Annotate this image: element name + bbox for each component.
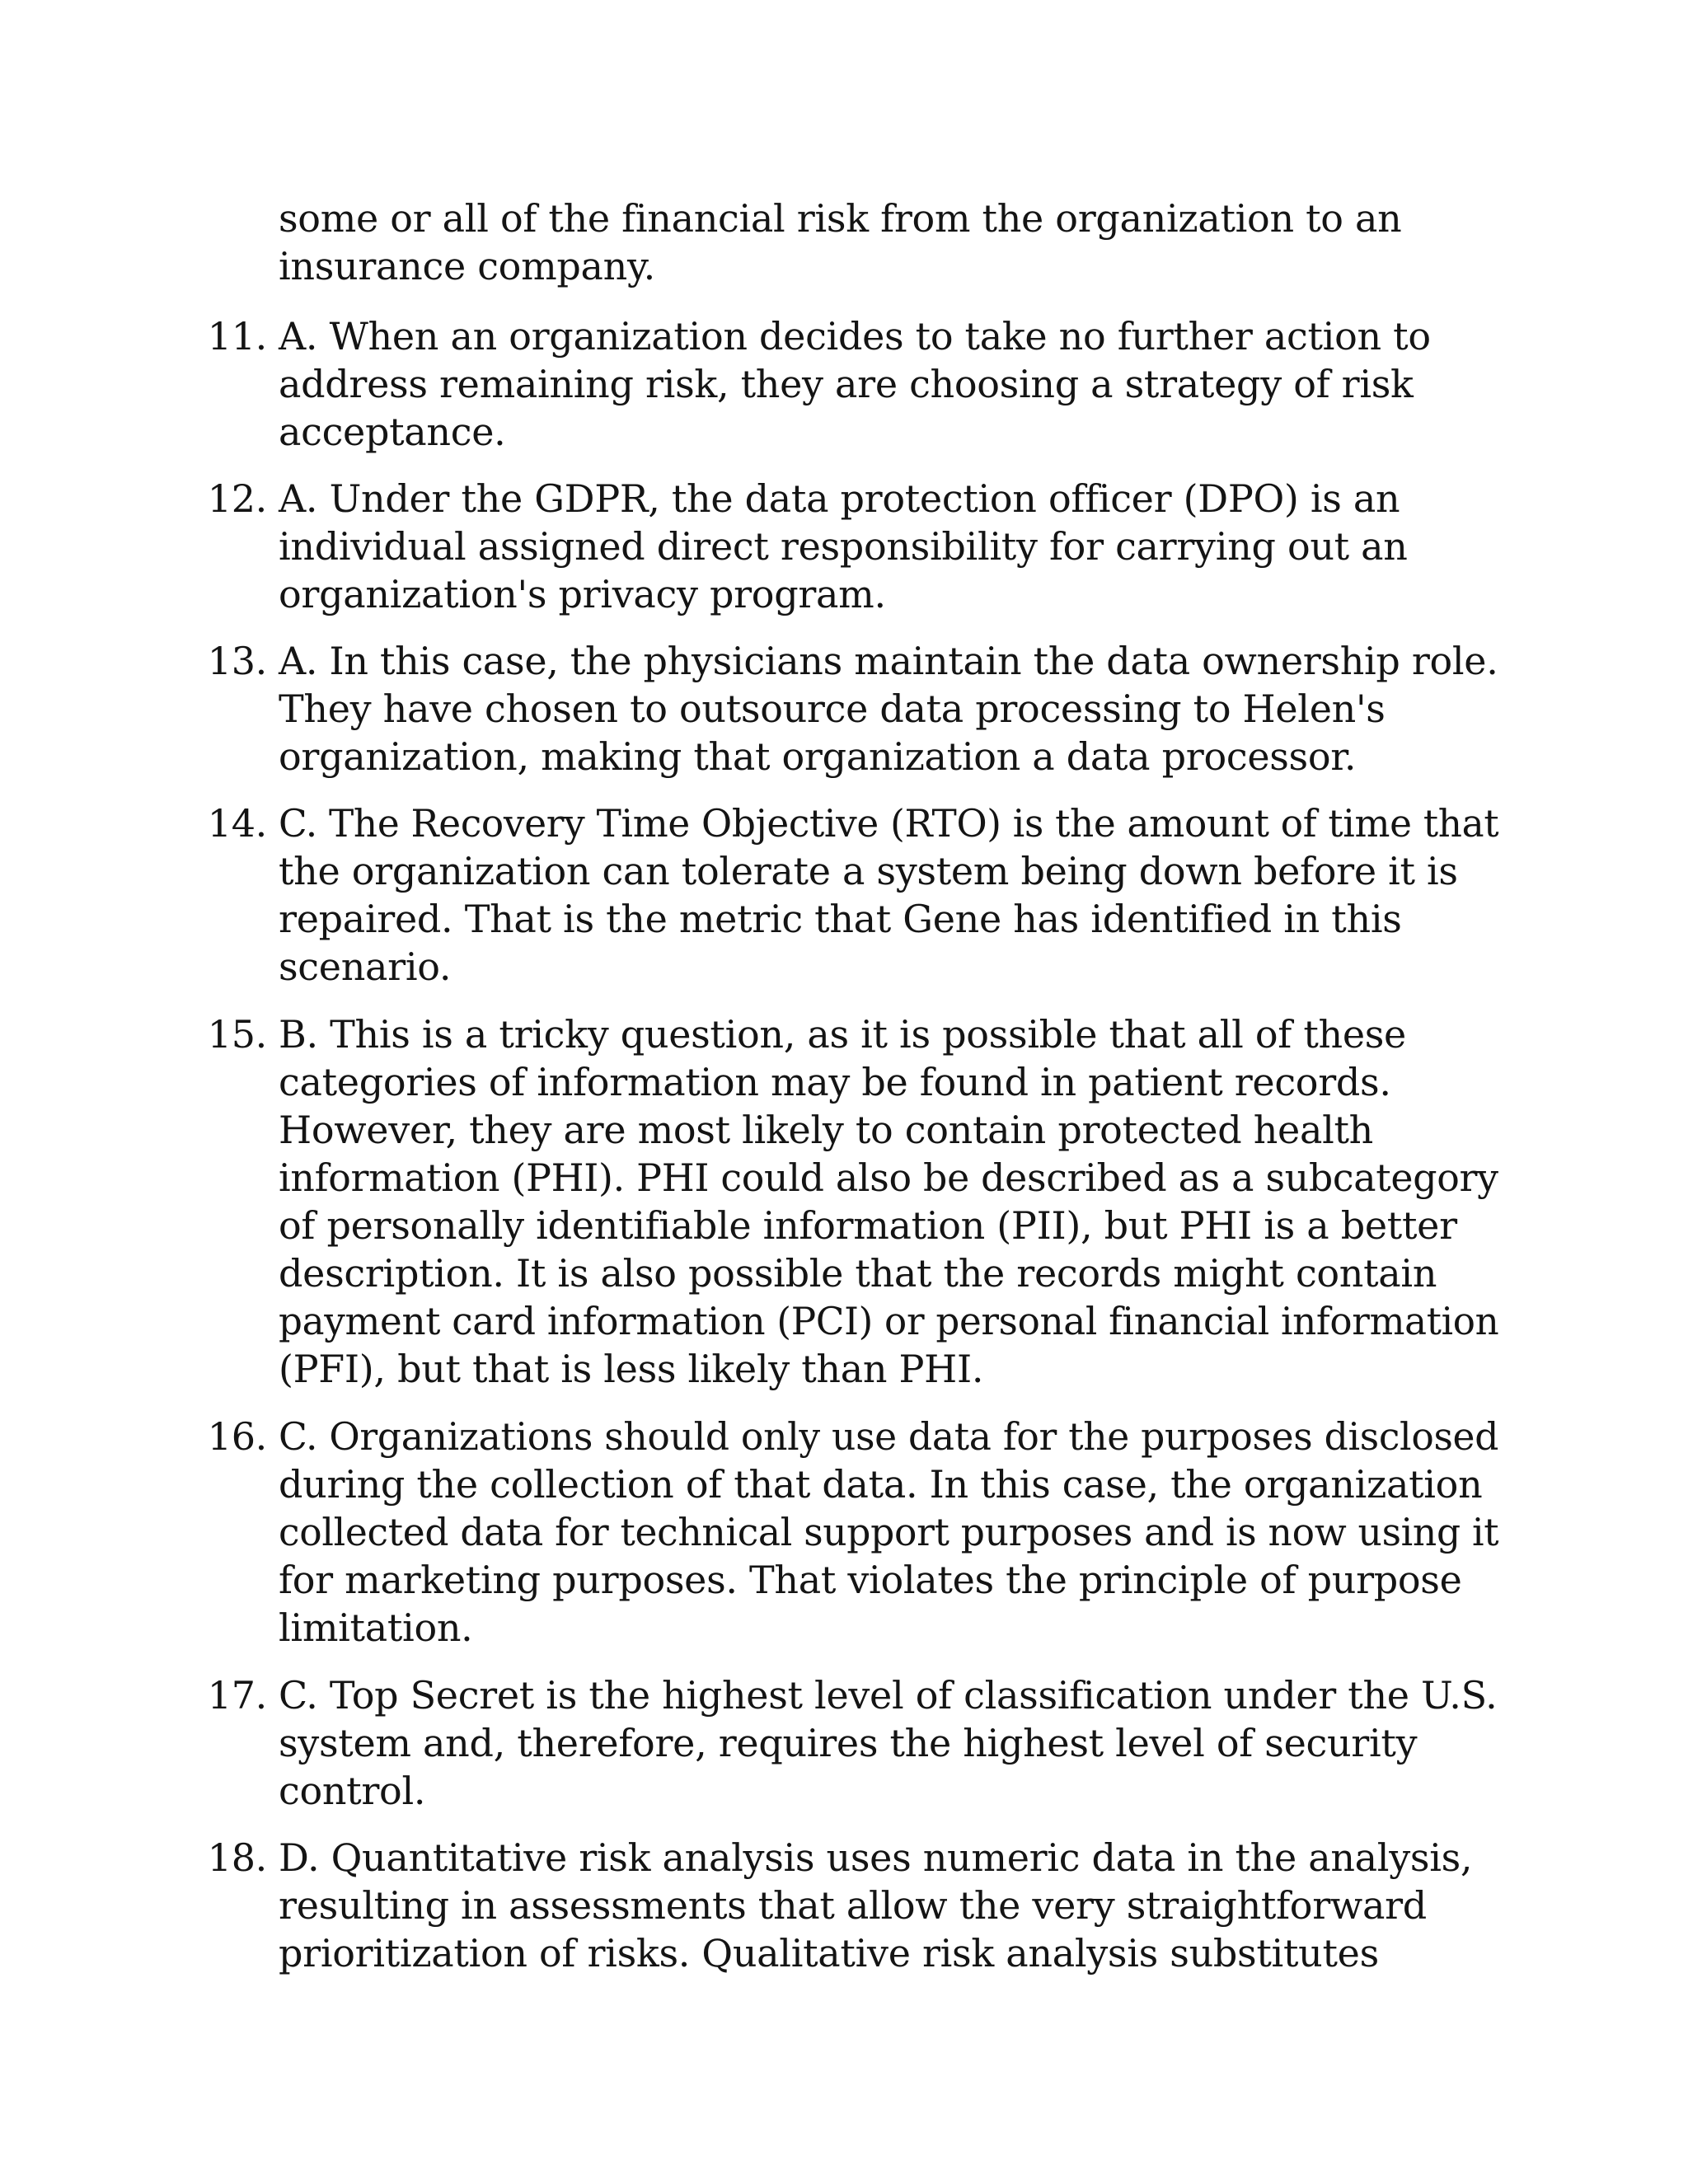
text-line: A. When an organization decides to take no further action to [279,314,1431,359]
item-number: 12. [207,476,267,521]
item-text [279,312,1498,456]
text-line: C. The Recovery Time Objective (RTO) is the amount of time that [279,801,1499,846]
text-line: during the collection of that data. In this case, the organization [279,1462,1483,1507]
text-line: A. In this case, the physicians maintain the data ownership role. [279,639,1498,683]
item-text [279,475,1498,618]
text-line: for marketing purposes. That violates the principle of purpose [279,1558,1462,1602]
text-line: control. [279,1769,426,1813]
text-line: D. Quantitative risk analysis uses numeric data in the analysis, [279,1835,1473,1880]
text-line: categories of information may be found in patient records. [279,1060,1391,1104]
item-number: 13. [207,639,267,683]
item-text [279,1010,1498,1393]
text-line: some or all of the financial risk from the organization to an [279,196,1402,241]
text-line: organization's privacy program. [279,572,886,616]
item-number: 17. [207,1673,267,1718]
item-text [279,1413,1498,1652]
item-text [279,799,1498,991]
text-line: scenario. [279,944,452,989]
text-line: (PFI), but that is less likely than PHI. [279,1347,984,1391]
text-line: collected data for technical support purposes and is now using it [279,1510,1499,1554]
item-number: 16. [207,1414,267,1459]
item-number: 18. [207,1835,267,1880]
text-line: the organization can tolerate a system being down before it is [279,849,1458,893]
text-line: description. It is also possible that the records might contain [279,1251,1437,1296]
text-line: system and, therefore, requires the highest level of security [279,1721,1418,1765]
text-line: individual assigned direct responsibility for carrying out an [279,524,1408,569]
item-text [279,1834,1498,1977]
text-line: of personally identifiable information (PII), but PHI is a better [279,1203,1457,1248]
item-number: 14. [207,801,267,846]
item-text [279,1671,1498,1815]
text-line: A. Under the GDPR, the data protection officer (DPO) is an [279,476,1400,521]
text-line: organization, making that organization a data processor. [279,734,1357,779]
text-line: B. This is a tricky question, as it is possible that all of these [279,1012,1406,1057]
text-line: However, they are most likely to contain protected health [279,1108,1373,1152]
text-line: C. Organizations should only use data for the purposes disclosed [279,1414,1499,1459]
text-line: payment card information (PCI) or personal financial information [279,1299,1499,1343]
text-line: information (PHI). PHI could also be described as a subcategory [279,1155,1498,1200]
text-line: insurance company. [279,244,655,288]
text-line: acceptance. [279,410,506,454]
continuation-paragraph [279,194,1490,290]
text-line: C. Top Secret is the highest level of classification under the U.S. [279,1673,1498,1718]
text-line: repaired. That is the metric that Gene has identified in this [279,897,1402,941]
text-line: limitation. [279,1605,473,1650]
text-line: address remaining risk, they are choosing a strategy of risk [279,362,1414,406]
item-number: 11. [207,314,267,359]
text-line: They have chosen to outsource data processing to Helen's [279,687,1386,731]
item-number: 15. [207,1012,267,1057]
text-line: resulting in assessments that allow the very straightforward [279,1883,1427,1928]
item-text [279,637,1498,780]
text-line: prioritization of risks. Qualitative risk analysis substitutes [279,1931,1379,1975]
